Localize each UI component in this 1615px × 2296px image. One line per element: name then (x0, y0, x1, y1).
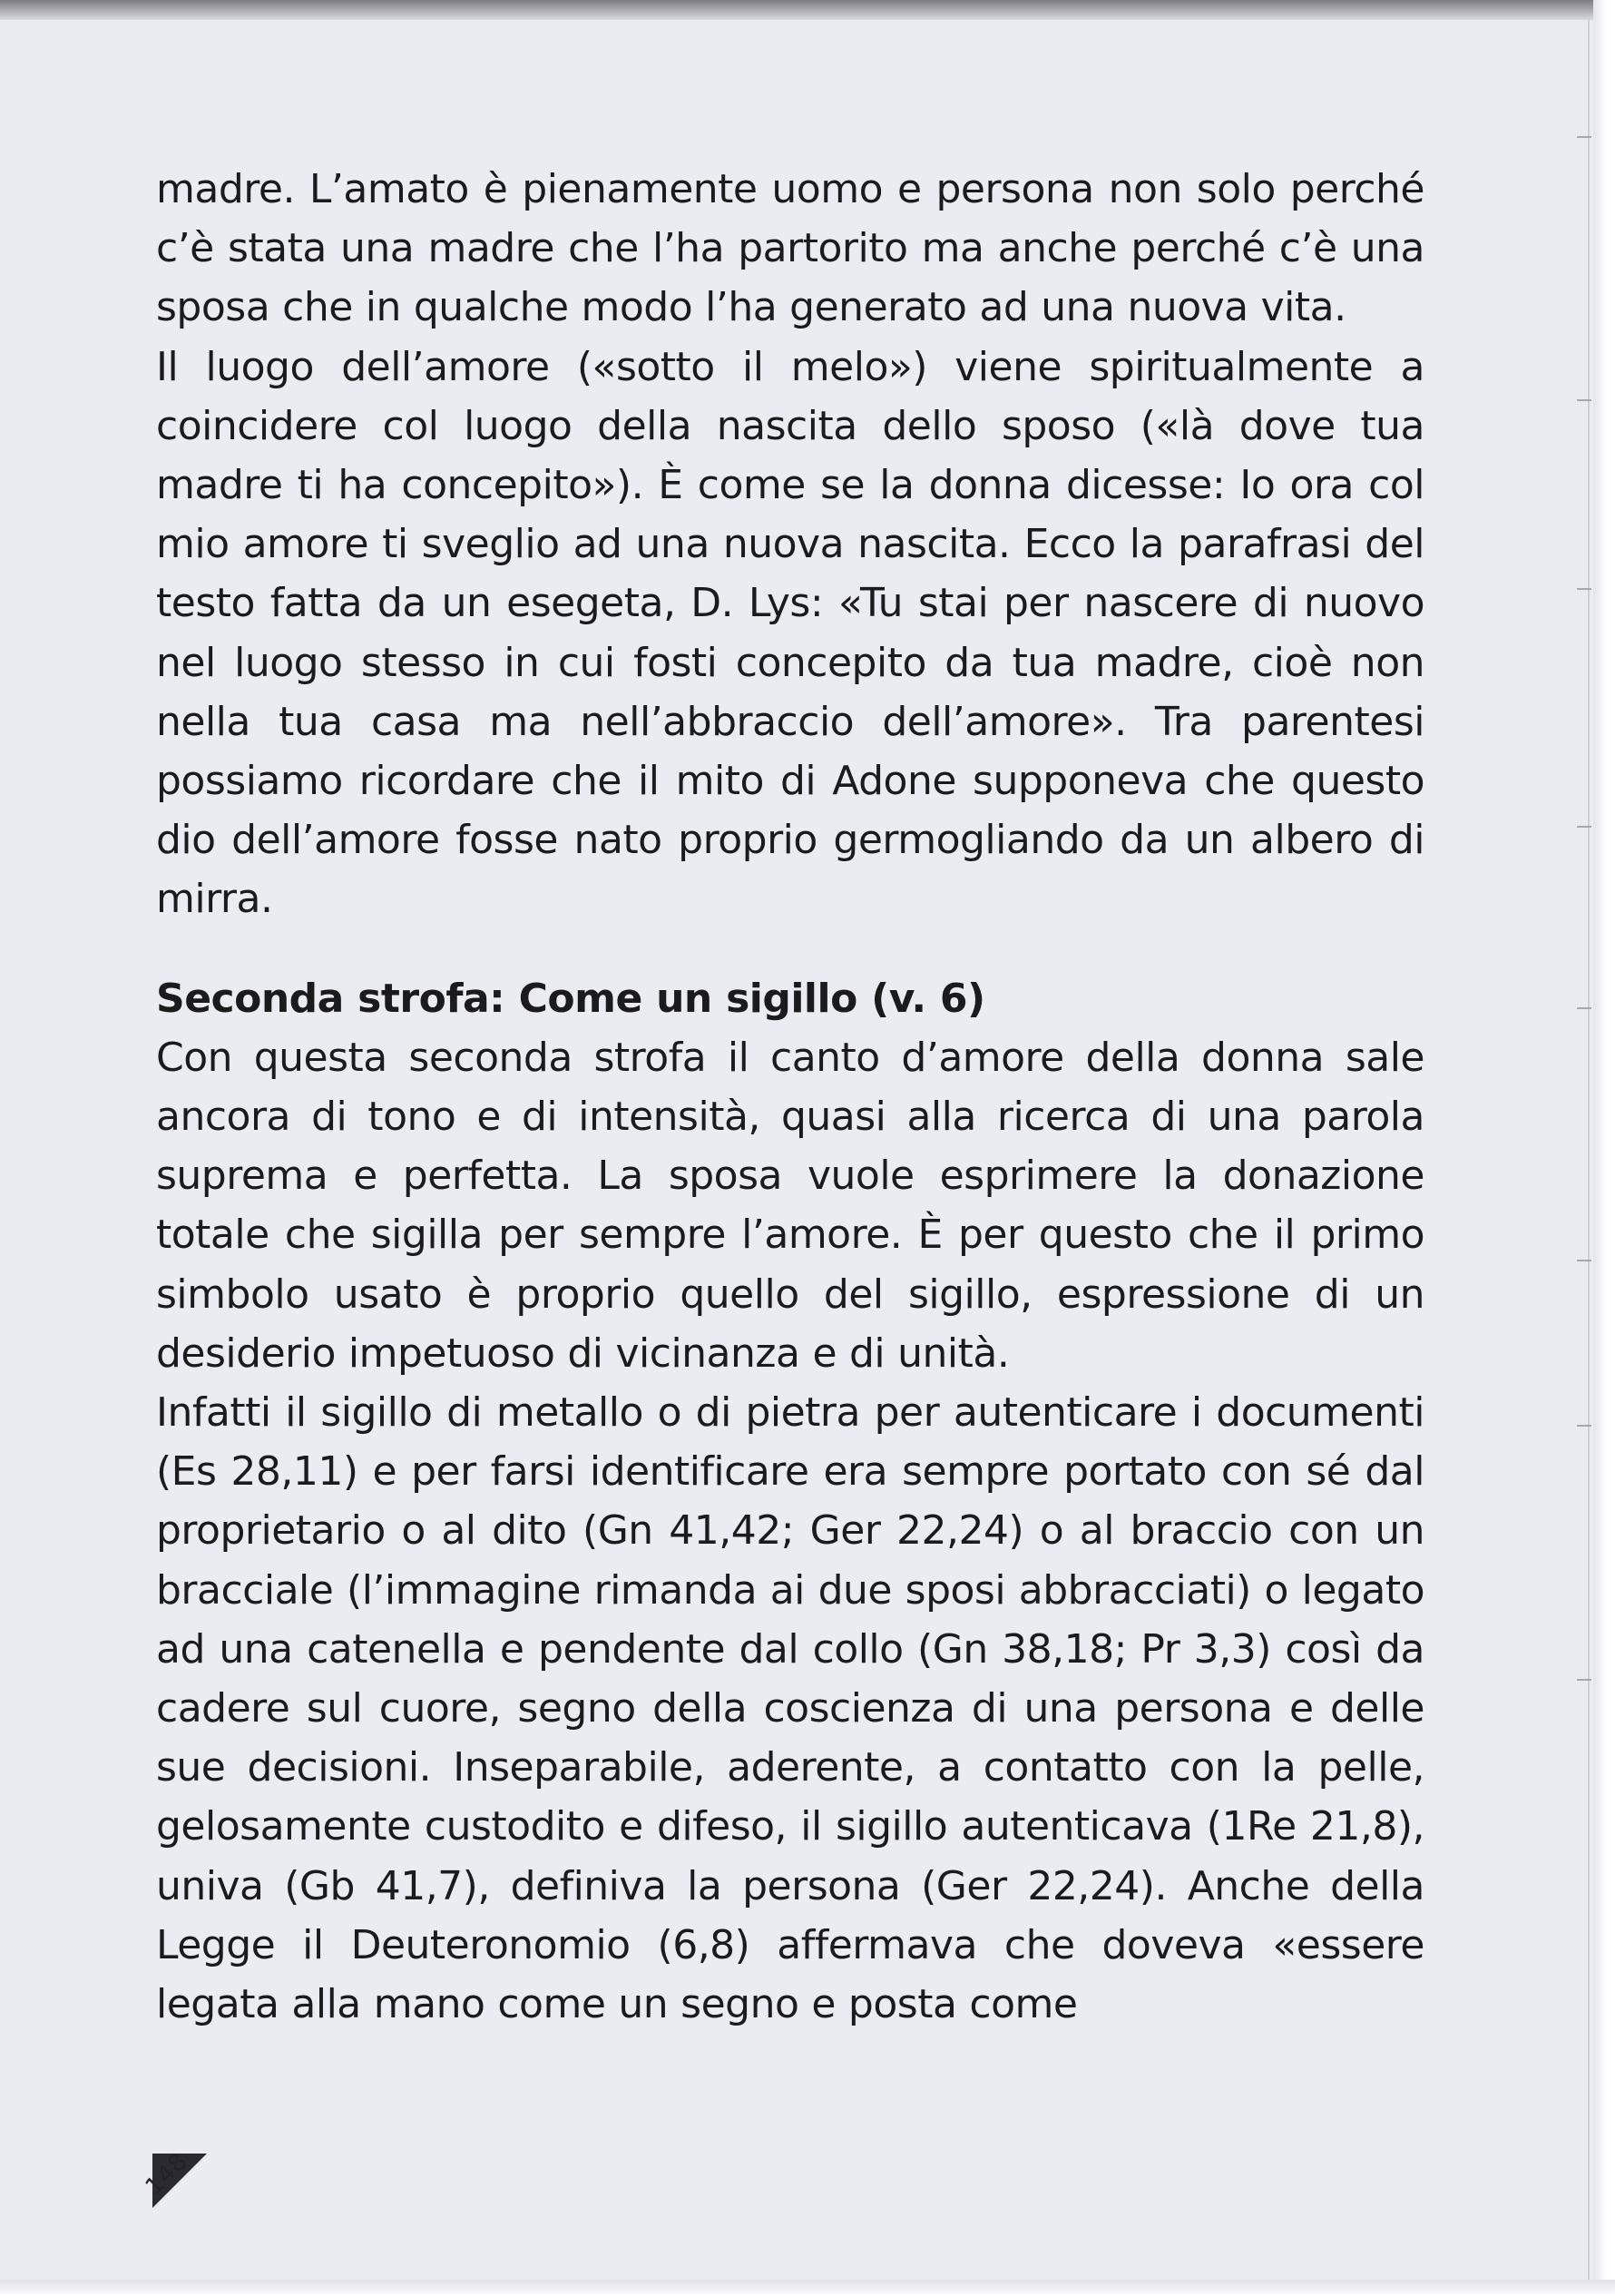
edge-tick (1577, 1007, 1591, 1009)
paragraph-3: Con questa seconda strofa il canto d’amore della donna sale ancora di tono e di intensità, quasi alla ricerca di una parola suprema e perfetta. La sposa vuole esprimere la donazione totale che sigilla per sempre l’amore. È per questo che il primo simbolo usato è proprio quello del sigillo, espressione di un desiderio impetuoso di vicinanza e di unità. (156, 1034, 1424, 1377)
paragraph-1: madre. L’amato è pienamente uomo e persona non solo perché c’è stata una madre che l’ha partorito ma anche perché c’è una sposa che in qualche modo l’ha generato ad una nuova vita. (156, 166, 1424, 331)
body-text (156, 160, 1424, 2034)
edge-tick (1577, 588, 1591, 590)
edge-tick (1577, 826, 1591, 828)
page-edge-line (1588, 18, 1590, 2287)
edge-tick (1577, 1425, 1591, 1427)
edge-tick (1577, 399, 1591, 401)
section-heading: Seconda strofa: Come un sigillo (v. 6) (156, 975, 985, 1022)
top-scan-shadow (0, 0, 1615, 20)
edge-tick (1577, 1260, 1591, 1261)
bottom-paper-edge (0, 2280, 1615, 2296)
paragraph-2: Il luogo dell’amore («sotto il melo») viene spiritualmente a coincidere col luogo della nascita dello sposo («là dove tua madre ti ha concepito»). È come se la donna dicesse: Io ora col mio amore ti sveglio ad una nuova nascita. Ecco la parafrasi del testo fatta da un esegeta, D. Lys: «Tu stai per nascere di nuovo nel luogo stesso in cui fosti concepito da tua madre, cioè non nella tua casa ma nell’abbraccio dell’amore». Tra parentesi possiamo ricordare che il mito di Adone supponeva che questo dio dell’amore fosse nato proprio germogliando da un albero di mirra. (156, 343, 1424, 923)
edge-tick (1577, 1679, 1591, 1681)
right-paper-edge (1593, 0, 1615, 2296)
edge-tick (1577, 136, 1591, 138)
page-number: 148 (140, 2147, 194, 2201)
paragraph-4: Infatti il sigillo di metallo o di pietra per autenticare i documenti (Es 28,11) e per farsi identificare era sempre portato con sé dal proprietario o al dito (Gn 41,42; Ger 22,24) o al braccio con un bracciale (l’immagine rimanda ai due sposi abbracciati) o legato ad una catenella e pendente dal collo (Gn 38,18; Pr 3,3) così da cadere sul cuore, segno della coscienza di una persona e delle sue decisioni. Inseparabile, aderente, a contatto con la pelle, gelosamente custodito e difeso, il sigillo autenticava (1Re 21,8), univa (Gb 41,7), definiva la persona (Ger 22,24). Anche della Legge il Deuteronomio (6,8) affermava che doveva «essere legata alla mano come un segno e posta come (156, 1389, 1424, 2028)
